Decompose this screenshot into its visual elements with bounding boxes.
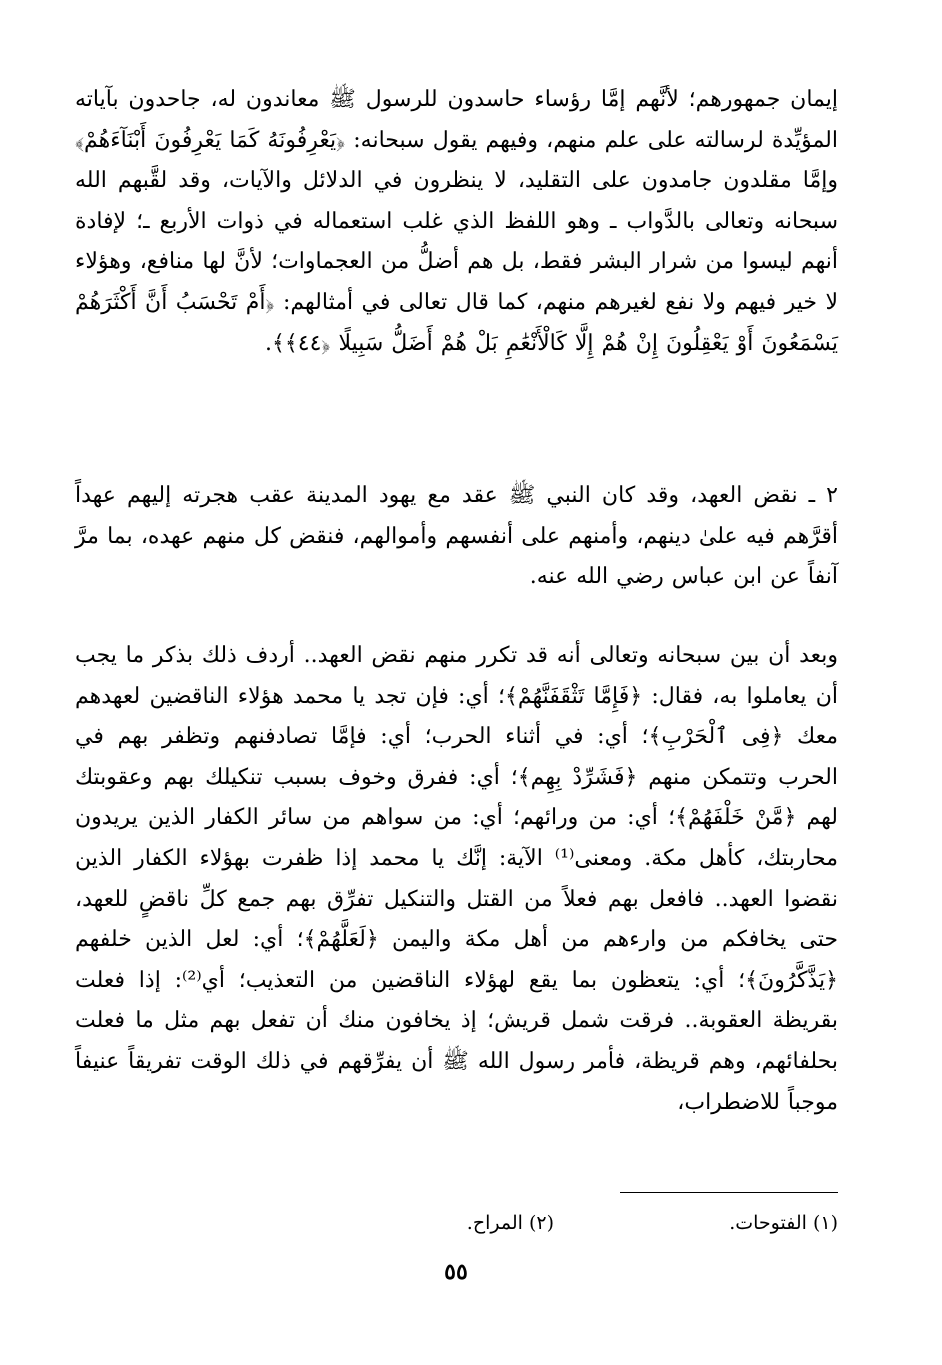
body-paragraph-1 (75, 80, 838, 364)
body-paragraph-3 (75, 636, 838, 1123)
footnote-separator (620, 1192, 838, 1193)
footnote-2: (٢) المراح. (466, 1212, 554, 1234)
paragraph-text: إيمان جمهورهم؛ لأنَّهم إمَّا رؤساء حاسدون للرسول ﷺ معاندون له، جاحدون بآياته المؤيِّدة لرسالته على علم منهم، وفيهم يقول سبحانه: ﴿يَعْرِفُونَهُ كَمَا يَعْرِفُونَ أَبْنَآءَهُمْ﴾ وإمَّا مقلدون جامدون على التقليد، لا ينظرون في الدلائل والآيات، وقد لقَّبهم الله سبحانه وتعالى بالدَّواب ـ وهو اللفظ الذي غلب استعماله في ذوات الأربع ـ؛ لإفادة أنهم ليسوا من شرار البشر فقط، بل هم أضلُّ من العجماوات؛ لأنَّ لها منافع، وهؤلاء لا خير فيهم ولا نفع لغيرهم منهم، كما قال تعالى في أمثالهم: ﴿أَمْ تَحْسَبُ أَنَّ أَكْثَرَهُمْ يَسْمَعُونَ أَوْ يَعْقِلُونَ إِنْ هُمْ إِلَّا كَالْأَنْعَٰمِ بَلْ هُمْ أَضَلُّ سَبِيلًا ﴿٤٤﴾﴾. (75, 87, 838, 356)
footnotes (150, 1206, 840, 1240)
page-number: ٥٥ (444, 1259, 468, 1285)
paragraph-text: ٢ ـ نقض العهد، وقد كان النبي ﷺ عقد مع يهود المدينة عقب هجرته إليهم عهداً أقرَّهم فيه علىٰ دينهم، وأمنهم على أنفسهم وأموالهم، فنقض كل منهم عهده، بما مرَّ آنفاً عن ابن عباس رضي الله عنه. (75, 483, 838, 590)
body-paragraph-2 (75, 476, 838, 598)
footnote-1: (١) الفتوحات. (729, 1212, 838, 1234)
paragraph-text: وبعد أن بين سبحانه وتعالى أنه قد تكرر منهم نقض العهد.. أردف ذلك بذكر ما يجب أن يعاملوا به، فقال: ﴿فَإِمَّا تَثْقَفَنَّهُمْ﴾؛ أي: فإن تجد يا محمد هؤلاء الناقضين لعهدهم معك ﴿فِى ٱلْحَرْبِ﴾؛ أي: في أثناء الحرب؛ أي: فإمَّا تصادفنهم وتظفر بهم في الحرب وتتمكن منهم ﴿فَشَرِّدْ بِهِم﴾؛ أي: ففرق وخوف بسبب تنكيلك بهم وعقوبتك لهم ﴿مَّنْ خَلْفَهُمْ﴾؛ أي: من ورائهم؛ أي: من سواهم من سائر الكفار الذين يريدون محاربتك، كأهل مكة. ومعنى⁽¹⁾ الآية: إنَّك يا محمد إذا ظفرت بهؤلاء الكفار الذين نقضوا العهد.. فافعل بهم فعلاً من القتل والتنكيل تفرِّق بهم جمع كلِّ ناقضٍ للعهد، حتى يخافكم من وارءهم من أهل مكة واليمن ﴿لَعَلَّهُمْ﴾؛ أي: لعل الذين خلفهم ﴿يَذَّكَّرُونَ﴾؛ أي: يتعظون بما يقع لهؤلاء الناقضين من التعذيب؛ أي⁽²⁾: إذا فعلت بقريظة العقوبة.. فرقت شمل قريش؛ إذ يخافون منك أن تفعل بهم مثل ما فعلت بحلفائهم، وهم قريظة، فأمر رسول الله ﷺ أن يفرِّقهم في ذلك الوقت تفريقاً عنيفاً موجباً للاضطراب، (75, 643, 838, 1115)
